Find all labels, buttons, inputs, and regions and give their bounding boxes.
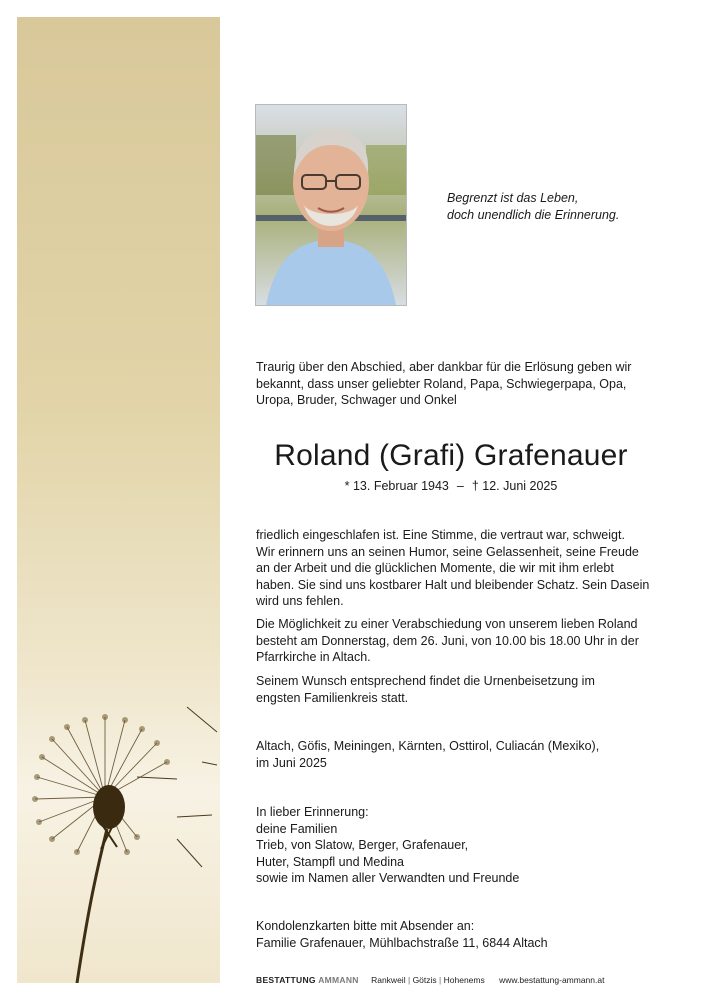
life-dates [256,478,646,494]
condolence-line: Kondolenzkarten bitte mit Absender an: [256,919,475,933]
brand-name-part1: BESTATTUNG [256,975,316,985]
funeral-home-footer [256,974,604,986]
body-line: wird uns fehlen. [256,594,344,608]
footer-separator: | [439,975,442,985]
portrait-photo [255,104,407,306]
body-line: engsten Familienkreis statt. [256,690,409,705]
memorial-motto [447,190,677,224]
intro-paragraph [256,359,646,409]
signoff-block [256,804,646,887]
body-paragraph-1 [256,527,650,610]
portrait-icon [256,105,406,305]
footer-separator: | [407,975,411,985]
brand-name-part2: AMMANN [318,975,359,985]
condolence-address: Familie Grafenauer, Mühlbachstraße 11, 6844 Altach [256,935,548,950]
signoff-line: sowie im Namen aller Verwandten und Freunde [256,871,520,885]
signoff-line: Huter, Stampfl und Medina [256,854,404,869]
date-dash: – [456,479,464,493]
places-block [256,738,646,771]
places-line: Altach, Göfis, Meiningen, Kärnten, Osttirol, Culiacán (Mexiko), [256,739,600,753]
deceased-name: Roland (Grafi) Grafenauer [274,439,628,472]
body-line: besteht am Donnerstag, dem 26. Juni, von 10.00 bis 18.00 Uhr in der [256,633,639,648]
body-line: Wir erinnern uns an seinen Humor, seine Gelassenheit, seine Freude [256,544,639,559]
footer-location: Hohenems [443,975,485,985]
death-date: † 12. Juni 2025 [471,479,558,493]
birth-date: * 13. Februar 1943 [344,479,449,493]
body-line: Pfarrkirche in Altach. [256,650,371,664]
intro-line: bekannt, dass unser geliebter Roland, Papa, Schwiegerpapa, Opa, [256,376,627,391]
footer-website-link[interactable]: www.bestattung-ammann.at [499,975,605,985]
body-paragraph-3 [256,673,646,706]
intro-line: Traurig über den Abschied, aber dankbar für die Erlösung geben wir [256,360,632,374]
body-line: an der Arbeit und die glücklichen Momente, die wir mit ihm erlebt [256,561,614,575]
body-paragraph-2 [256,616,646,666]
body-line: haben. Sie sind uns kostbarer Halt und bleibender Schatz. Sein Dasein [256,577,650,592]
footer-locations [371,975,487,985]
motto-line-1: Begrenzt ist das Leben, [447,191,579,205]
signoff-line: In lieber Erinnerung: [256,805,369,819]
body-line: friedlich eingeschlafen ist. Eine Stimme, die vertraut war, schweigt. [256,528,625,542]
body-line: Die Möglichkeit zu einer Verabschiedung von unserem lieben Roland [256,617,638,631]
condolence-block [256,918,646,951]
places-date: im Juni 2025 [256,755,327,770]
dandelion-icon [17,17,220,983]
signoff-line: Trieb, von Slatow, Berger, Grafenauer, [256,838,469,852]
intro-line: Uropa, Bruder, Schwager und Onkel [256,393,457,407]
motto-line-2: doch unendlich die Erinnerung. [447,208,620,222]
decorative-side-band [17,17,220,983]
footer-location: Rankweil [371,975,406,985]
footer-location: Götzis [412,975,437,985]
body-line: Seinem Wunsch entsprechend findet die Urnenbeisetzung im [256,674,595,688]
signoff-line: deine Familien [256,821,338,836]
